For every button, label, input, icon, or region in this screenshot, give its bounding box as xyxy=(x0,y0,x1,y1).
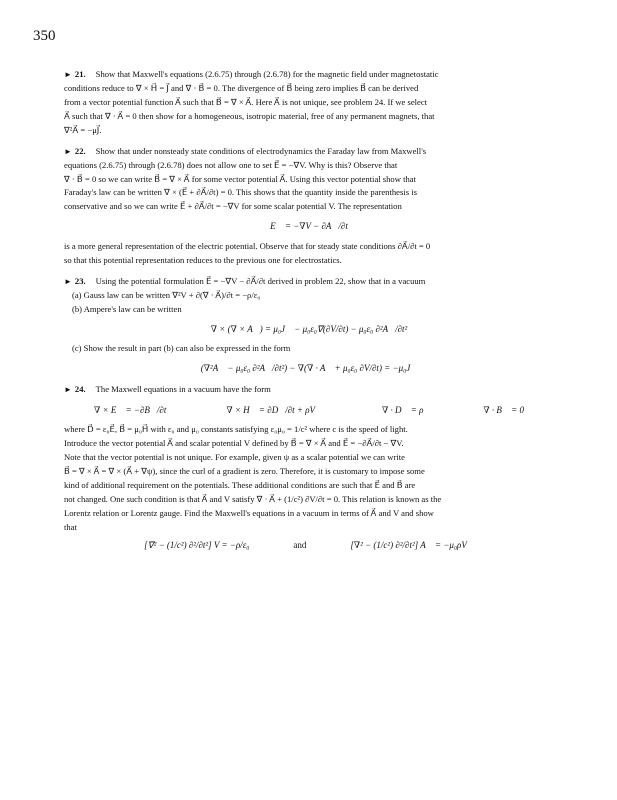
problem-21-line-2: conditions reduce to ∇ × H⃗ = J⃗ and ∇ · B⃗ = 0. The divergence of B⃗ being zero implies B⃗ can be derived xyxy=(64,82,419,93)
problem-24-line-5: kind of additional requirement on the potentials. These additional conditions are such that E⃗ and B⃗ are xyxy=(64,479,416,490)
ampere-equation: ∇ × H⃗ = ∂D⃗/∂t + ρV⃗ xyxy=(226,404,323,415)
problem-22-line-5: conservative and so we can write E⃗ + ∂A⃗/∂t = −∇V for some scalar potential V. The representation xyxy=(64,201,402,212)
problem-23-part-a: (a) Gauss law can be written ∇²V + ∂(∇ · A⃗)/∂t = −ρ/ε₀ xyxy=(72,289,261,300)
triangle-bullet-icon: ► xyxy=(64,276,72,286)
final-wave-equations xyxy=(64,538,554,553)
problem-23-label: 23. xyxy=(74,275,86,286)
problem-21-line-3: from a vector potential function A⃗ such that B⃗ = ∇ × A⃗. Here A⃗ is not unique, see problem 24. If we select xyxy=(64,96,428,107)
problem-22-line-2: equations (2.6.75) through (2.6.78) does not allow one to set E⃗ = −∇V. Why is this? Observe that xyxy=(64,159,398,170)
page-number: 350 xyxy=(33,28,56,44)
scalar-wave-equation: [∇² − (1/c²) ∂²/∂t²] V = −ρ/ε₀ xyxy=(144,540,250,551)
triangle-bullet-icon: ► xyxy=(64,146,72,156)
problem-24-line-2: Introduce the vector potential A⃗ and scalar potential V defined by B⃗ = ∇ × A⃗ and E⃗ = −∂A⃗/∂t − ∇V. xyxy=(64,438,404,449)
gauss-equation: ∇ · D⃗ = ρ xyxy=(382,404,424,415)
problem-24-line-7: Lorentz relation or Lorentz gauge. Find the Maxwell's equations in a vacuum in terms of A⃗ and V and show xyxy=(64,507,434,518)
problem-23-equation-b: ∇ × (∇ × A⃗) = μ₀J⃗ − μ₀ε₀∇(∂V/∂t) − μ₀ε₀ ∂²A⃗/∂t² xyxy=(210,323,408,334)
magnetic-gauss-equation: ∇ · B⃗ = 0 xyxy=(483,404,524,415)
problem-23-part-c: (c) Show the result in part (b) can also be expressed in the form xyxy=(72,343,291,354)
problem-24-line-6: not changed. One such condition is that A⃗ and V satisfy ∇ · A⃗ + (1/c²) ∂V/∂t = 0. This relation is known as the xyxy=(64,493,442,504)
problem-24-line-1: where D⃗ = ε₀E⃗, B⃗ = μ₀H⃗ with ε₀ and μ₀ constants satisfying ε₀μ₀ = 1/c² where c is the speed of light. xyxy=(64,424,408,435)
maxwell-equations-row xyxy=(64,403,554,418)
problem-21-line-4: A⃗ such that ∇ · A⃗ = 0 then show for a homogeneous, isotropic material, free of any permanent magnets, that xyxy=(64,110,435,121)
triangle-bullet-icon: ► xyxy=(64,384,72,394)
problem-24-intro: ► 24. The Maxwell equations in a vacuum have the form xyxy=(64,383,271,394)
and-connector: and xyxy=(293,540,307,551)
triangle-bullet-icon: ► xyxy=(64,70,72,79)
problem-22-label: 22. xyxy=(74,145,86,156)
problem-24-line-4: B⃗ = ∇ × A⃗ = ∇ × (A⃗ + ∇ψ), since the curl of a gradient is zero. Therefore, it is customary to impose some xyxy=(64,465,425,476)
problem-22-line-4: Faraday's law can be written ∇ × (E⃗ + ∂A⃗/∂t) = 0. This shows that the quantity inside the parenthesis is xyxy=(64,187,417,198)
problem-22-after-line-2: so that this potential representation reduces to the previous one for electrostatics. xyxy=(64,254,342,265)
problem-21-line-1: ► 21. Show that Maxwell's equations (2.6.75) through (2.6.78) for the magnetic field under magnetostatic xyxy=(64,69,439,79)
page-content xyxy=(64,68,554,560)
problem-22-line-3: ∇ · B⃗ = 0 so we can write B⃗ = ∇ × A⃗ for some vector potential A⃗. Using this vector potential show that xyxy=(64,173,416,184)
problem-23-part-b: (b) Ampere's law can be written xyxy=(72,303,182,314)
problem-23-intro: ► 23. Using the potential formulation E⃗ = −∇V − ∂A⃗/∂t derived in problem 22, show that in a vacuum xyxy=(64,275,426,286)
problem-22-after-line-1: is a more general representation of the electric potential. Observe that for steady state conditions ∂A⃗/∂t = 0 xyxy=(64,240,431,251)
problem-22-equation: E⃗ = −∇V − ∂A⃗/∂t xyxy=(270,221,348,232)
problem-23 xyxy=(64,275,554,376)
problem-21 xyxy=(64,68,554,138)
vector-wave-equation: [∇² − (1/c²) ∂²/∂t²] A⃗ = −μ₀ρV⃗ xyxy=(350,540,474,551)
problem-22-line-1: ► 22. Show that under nonsteady state conditions of electrodynamics the Faraday law from Maxwell's xyxy=(64,145,427,156)
problem-24 xyxy=(64,383,554,553)
problem-21-line-5: ∇²A⃗ = −μJ⃗. xyxy=(64,124,102,135)
problem-24-line-8: that xyxy=(64,521,77,532)
faraday-equation: ∇ × E⃗ = −∂B⃗/∂t xyxy=(93,404,167,415)
problem-21-label: 21. xyxy=(74,69,86,79)
problem-24-label: 24. xyxy=(74,383,86,394)
problem-24-line-3: Note that the vector potential is not unique. For example, given ψ as a scalar potential we can write xyxy=(64,451,405,462)
problem-22 xyxy=(64,145,554,268)
problem-23-equation-c: (∇²A⃗ − μ₀ε₀ ∂²A⃗/∂t²) − ∇(∇ · A⃗ + μ₀ε₀ ∂V/∂t) = −μ₀J⃗ xyxy=(200,363,418,373)
